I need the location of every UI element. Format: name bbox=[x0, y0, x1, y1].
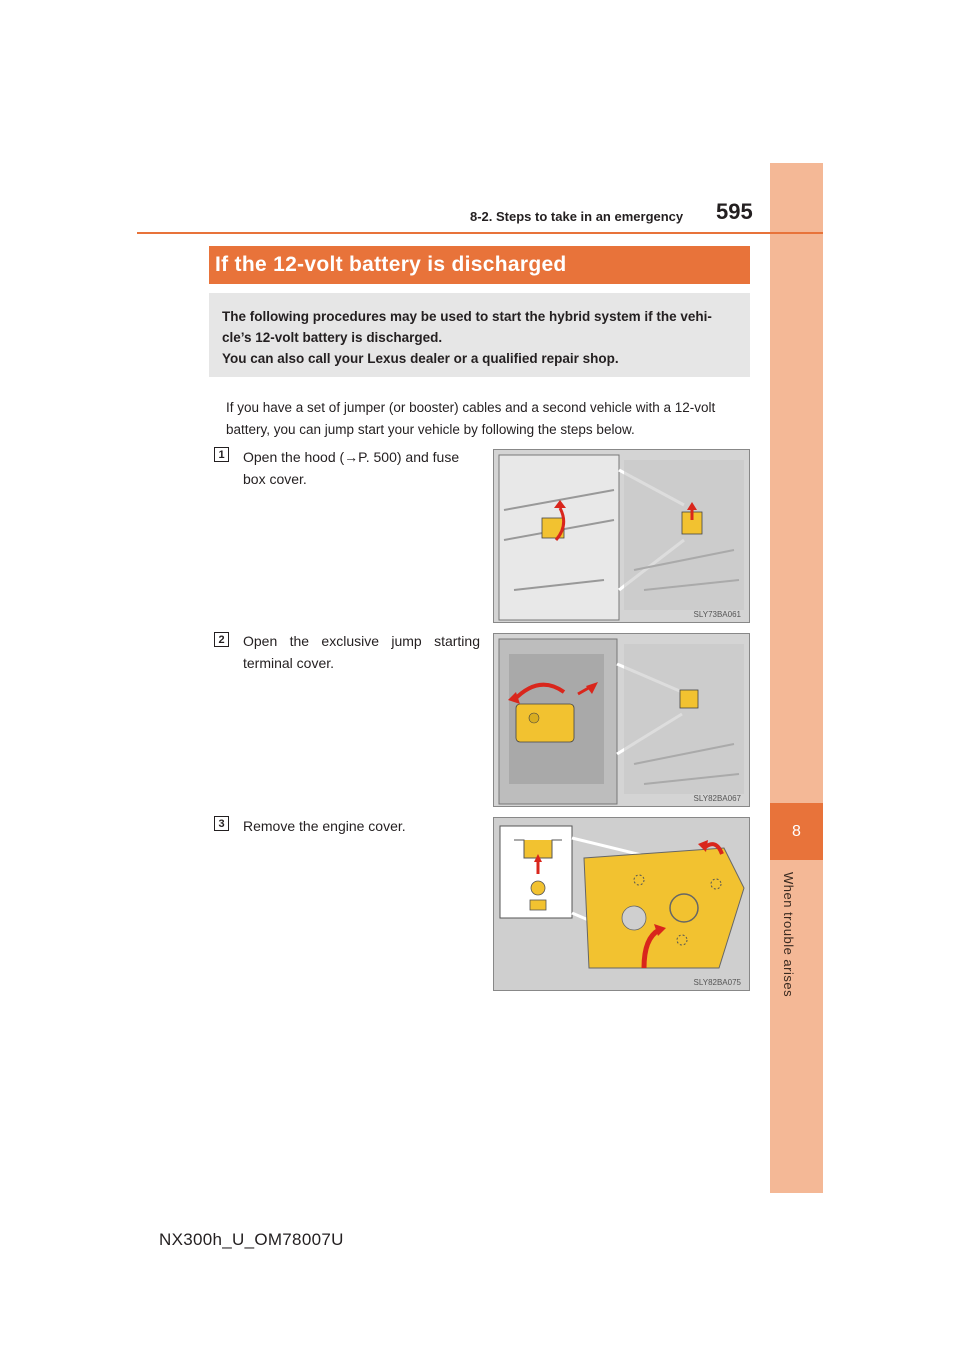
chapter-number-tab[interactable] bbox=[770, 803, 823, 860]
figure-remove-engine-cover bbox=[493, 817, 750, 991]
chapter-tab-lower bbox=[770, 860, 823, 1193]
step-text-2 bbox=[243, 630, 480, 674]
body-line-2: battery, you can jump start your vehicle by following the steps below. bbox=[226, 422, 635, 437]
figure-code-1: SLY73BA061 bbox=[693, 610, 741, 619]
intro-box bbox=[209, 293, 750, 377]
step-number-3: 3 bbox=[214, 816, 229, 831]
step-2-line-1: Open the exclusive jump starting bbox=[243, 633, 480, 649]
page-number: 595 bbox=[716, 199, 753, 224]
intro-line-3: You can also call your Lexus dealer or a qualified repair shop. bbox=[222, 351, 619, 366]
step-number-1: 1 bbox=[214, 447, 229, 462]
intro-line-2: cle’s 12-volt battery is discharged. bbox=[222, 330, 443, 345]
body-paragraph bbox=[226, 397, 750, 441]
chapter-tab-upper bbox=[770, 163, 823, 803]
step-3-line-1: Remove the engine cover. bbox=[243, 818, 406, 834]
step-1-line-2: box cover. bbox=[243, 471, 307, 487]
step-1-line-1: Open the hood (→P. 500) and fuse bbox=[243, 449, 460, 465]
chapter-number: 8 bbox=[792, 822, 801, 840]
figure-code-2: SLY82BA067 bbox=[693, 794, 741, 803]
step-2-line-2: terminal cover. bbox=[243, 655, 335, 671]
chapter-title: When trouble arises bbox=[781, 872, 796, 998]
engine-cover-illustration bbox=[494, 818, 750, 991]
header-divider bbox=[137, 232, 823, 234]
figure-open-hood bbox=[493, 449, 750, 623]
engine-bay-illustration-2 bbox=[494, 634, 750, 807]
figure-code-3: SLY82BA075 bbox=[693, 978, 741, 987]
engine-bay-illustration-1 bbox=[494, 450, 750, 623]
step-text-3 bbox=[243, 815, 480, 837]
step-text-1 bbox=[243, 446, 480, 490]
section-title: 8-2. Steps to take in an emergency bbox=[470, 209, 684, 224]
page-title: If the 12-volt battery is discharged bbox=[209, 246, 750, 284]
intro-line-1: The following procedures may be used to start the hybrid system if the vehi- bbox=[222, 309, 712, 324]
step-number-2: 2 bbox=[214, 632, 229, 647]
figure-open-terminal-cover bbox=[493, 633, 750, 807]
model-code: NX300h_U_OM78007U bbox=[159, 1230, 344, 1249]
body-line-1: If you have a set of jumper (or booster) cables and a second vehicle with a 12-volt bbox=[226, 400, 716, 415]
